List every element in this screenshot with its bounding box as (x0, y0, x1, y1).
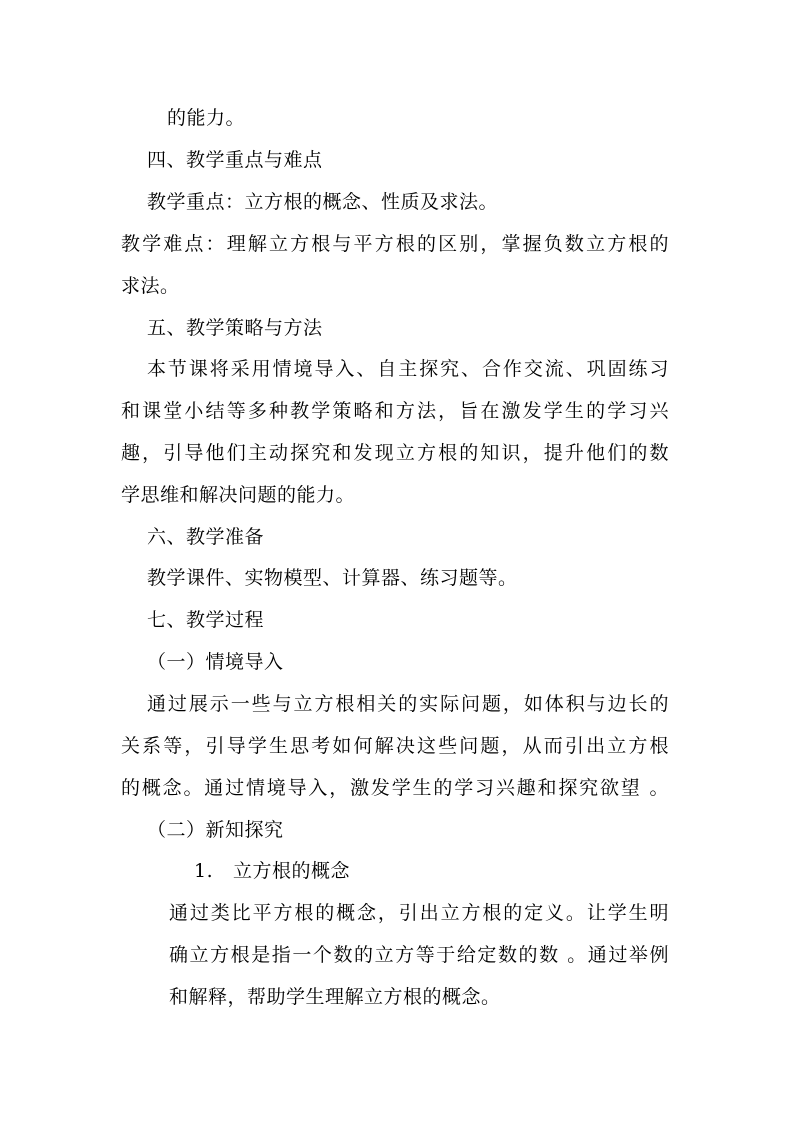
situation-line-2: 关系等，引导学生思考如何解决这些问题，从而引出立方根 (121, 735, 669, 757)
subsection-heading-2: （二）新知探究 (147, 819, 284, 841)
key-point-line: 教学重点：立方根的概念、性质及求法。 (147, 191, 499, 213)
strategy-line-2: 和课堂小结等多种教学策略和方法，旨在激发学生的学习兴 (121, 400, 669, 422)
concept-line-2: 确立方根是指一个数的立方等于给定数的数 。通过举例 (169, 944, 669, 966)
situation-line-3: 的概念。通过情境导入，激发学生的学习兴趣和探究欲望 。 (121, 777, 669, 799)
subsection-heading-1: （一）情境导入 (147, 651, 284, 673)
strategy-line-4: 学思维和解决问题的能力。 (121, 484, 356, 506)
concept-line-1: 通过类比平方根的概念，引出立方根的定义。让学生明 (169, 902, 669, 924)
paragraph-continuation: 的能力。 (167, 107, 246, 129)
situation-line-1: 通过展示一些与立方根相关的实际问题，如体积与边长的 (147, 693, 669, 715)
strategy-line-1: 本节课将采用情境导入、自主探究、合作交流、巩固练习 (147, 358, 669, 380)
section-heading-6: 六、教学准备 (147, 526, 265, 548)
difficulty-line-2: 求法。 (121, 275, 180, 297)
list-item-number: 1. (194, 860, 214, 882)
section-heading-5: 五、教学策略与方法 (147, 317, 323, 339)
section-heading-7: 七、教学过程 (147, 609, 265, 631)
concept-line-3: 和解释，帮助学生理解立方根的概念。 (169, 986, 501, 1008)
strategy-line-3: 趣，引导他们主动探究和发现立方根的知识，提升他们的数 (121, 442, 669, 464)
difficulty-line-1: 教学难点：理解立方根与平方根的区别，掌握负数立方根的 (121, 233, 669, 255)
list-item-title: 立方根的概念 (233, 860, 351, 882)
preparation-line: 教学课件、实物模型、计算器、练习题等。 (147, 567, 518, 589)
section-heading-4: 四、教学重点与难点 (147, 149, 323, 171)
